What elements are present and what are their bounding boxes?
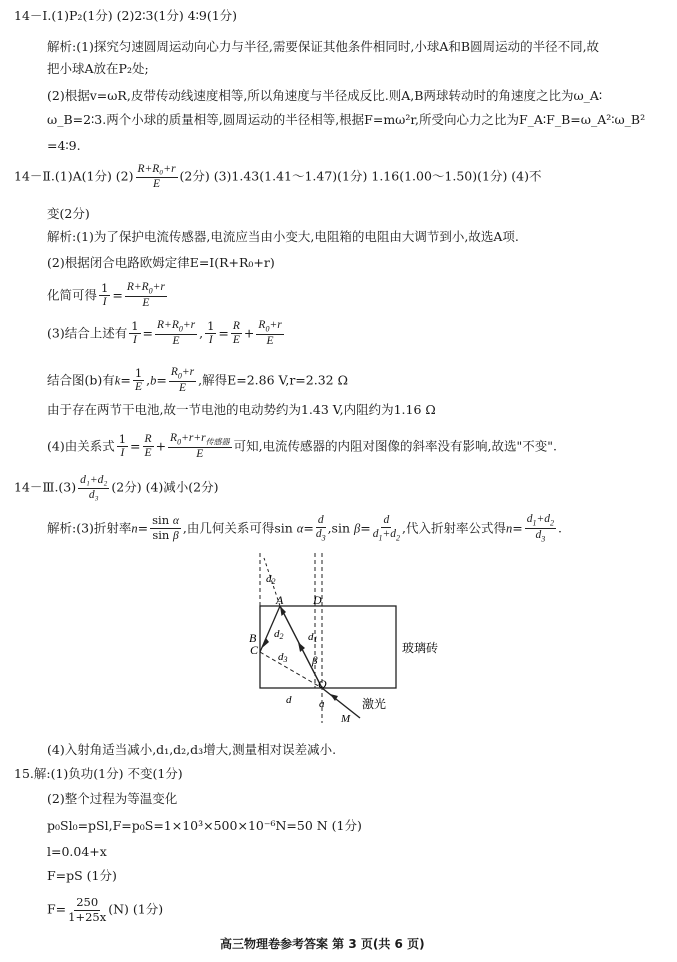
q15-line3: p₀Sl₀=pSl,F=p₀S=1×10³×500×10⁻⁶N=50 N (1分) xyxy=(47,818,362,833)
q14-2-exp-line6: (4)由关系式 $\frac{1}{I}$ = $\frac{R}{E}$ + $R_0+r+r_{传感器}$ E 可知,电流传感器的内阻对图像的斜率没有影响,故选"不变". xyxy=(47,431,557,461)
q14-2-exp-line1: 解析:(1)为了保护电流传感器,电流应当由小变大,电阻箱的电阻由大调节到小,故选A项. xyxy=(47,229,519,244)
fig-label-beta: β xyxy=(312,655,318,667)
q14-2-relation-label: (4)由关系式 xyxy=(47,438,115,454)
fig-label-c: C xyxy=(250,643,259,657)
q15-line5: F=pS (1分) xyxy=(47,868,117,883)
frac-1-over-i: $\frac{1}{I}$ xyxy=(101,280,109,309)
q14-1-exp-line3: (2)根据v=ωR,皮带传动线速度相等,所以角速度与半径成反比.则A,B两球转动时的角速度之比为ω_A∶ xyxy=(47,88,603,103)
ray-arrow-b xyxy=(262,638,269,648)
fig-label-d1: d1 xyxy=(308,631,318,644)
q14-2-combine-label: (3)结合上述有 xyxy=(47,325,128,341)
q14-1-exp-line4: ω_B=2∶3.两个小球的质量相等,圆周运动的半径相等,根据F=mω²r,所受向心力之比为F_A∶F_B=ω_A²∶ω_B² xyxy=(47,112,646,127)
q14-3-answer-a: 14－Ⅲ.(3) xyxy=(14,479,77,495)
q14-3-exp4: (4)入射角适当减小,d₁,d₂,d₃增大,测量相对误差减小. xyxy=(47,742,337,757)
q15-line4: l=0.04+x xyxy=(47,844,107,859)
refraction-diagram xyxy=(240,548,450,734)
q14-2-exp-line3: (3)结合上述有 $\frac{1}{I}$ = $\frac{R+R_0+r}{E}$ , $\frac{1}{I}$ = $\frac{R}{E}$ + $\frac{R_0+r}{E}$ xyxy=(47,318,282,348)
q14-3-ans-den: d₃ xyxy=(88,488,99,501)
page-footer: 高三物理卷参考答案 第 3 页(共 6 页) xyxy=(220,937,425,951)
frac-r-over-e: $\frac{R+R_0+r}{E}$ xyxy=(126,281,165,310)
q14-3-answer xyxy=(14,475,219,501)
q15-line1: 15.解:(1)负功(1分) 不变(1分) xyxy=(14,766,183,781)
fig-label-glass: 玻璃砖 xyxy=(402,641,439,655)
q14-2-exp-line5: 由于存在两节干电池,故一节电池的电动势约为1.43 V,内阻约为1.16 Ω xyxy=(47,402,436,417)
ray-arrow-mid xyxy=(298,642,305,652)
q14-2-simplify-line: 化简可得 $\frac{1}{I}$ = $\frac{R+R_0+r}{E}$ xyxy=(47,280,165,310)
q14-3-exp-c: ,代入折射率公式得 xyxy=(401,520,506,536)
q14-2-simplify-label: 化简可得 xyxy=(47,287,98,303)
q15-l6-tail: (N) (1分) xyxy=(108,901,164,917)
q14-3-exp-b: ,由几何关系可得 xyxy=(182,520,275,536)
q14-2-answer-a: 14－Ⅱ.(1)A(1分) (2) xyxy=(14,168,134,184)
fig-label-d2-top: d2 xyxy=(266,573,276,586)
glass-brick-figure xyxy=(240,548,450,734)
fig-label-alpha: a xyxy=(319,698,325,710)
q14-2-answer-c: 变(2分) xyxy=(47,206,90,221)
fig-label-d3: d3 xyxy=(278,651,288,664)
q14-2-graph-label: 结合图(b)有 xyxy=(47,372,115,388)
fig-label-laser: 激光 xyxy=(362,697,387,711)
fig-label-d: D xyxy=(313,593,322,607)
q15-l6-num: 250 xyxy=(76,895,99,909)
q15-line6 xyxy=(47,897,163,923)
q14-3-ans-num: d₁+d₂ xyxy=(78,475,109,489)
glass-brick-rect xyxy=(260,606,396,688)
q14-2-ans-den: E xyxy=(153,177,161,190)
q14-3-exp-a: 解析:(3)折射率 xyxy=(47,520,132,536)
fig-label-b: B xyxy=(249,631,257,645)
q14-1-answer-text: 14－Ⅰ.(1)P₂(1分) (2)2∶3(1分) 4∶9(1分) xyxy=(14,8,238,23)
q14-3-exp-line: 解析:(3)折射率n= $\frac{\text{sin α}}{\text{sin β}}$ ,由几何关系可得sin α= $\frac{d}{d_3}$ ,sin β= $\frac{d}{d_1+d_2}$ ,代入折射率公式得n= $\frac{d_1+d_2}{d_3}$ . xyxy=(47,512,562,544)
q14-2-relation-conclusion: 可知,电流传感器的内阻对图像的斜率没有影响,故选"不变". xyxy=(233,438,557,454)
q14-2-exp-line4: 结合图(b)有k= $\frac{1}{E}$ ,b= $\frac{R_0+r}{E}$ ,解得E=2.86 V,r=2.32 Ω xyxy=(47,365,348,395)
sensor-sub: 传感器 xyxy=(205,437,230,447)
q14-1-exp-line2: 把小球A放在P₂处; xyxy=(47,61,149,76)
fig-label-d2: d2 xyxy=(274,628,284,641)
q14-2-answer xyxy=(14,164,542,190)
q15-line2: (2)整个过程为等温变化 xyxy=(47,791,178,806)
q14-1-exp-line5: =4∶9. xyxy=(47,138,81,153)
fig-label-d-bottom: d xyxy=(286,694,292,706)
fig-label-o: O xyxy=(318,677,327,691)
q14-2-graph-result: ,解得E=2.86 V,r=2.32 Ω xyxy=(198,372,348,388)
q15-l6-lead: F= xyxy=(47,901,67,917)
fig-label-a: A xyxy=(276,593,284,607)
q14-1-exp-line1: 解析:(1)探究匀速圆周运动向心力与半径,需要保证其他条件相同时,小球A和B圆周运动的半径不同,故 xyxy=(47,39,600,54)
q14-2-answer-fraction xyxy=(136,164,178,190)
q14-2-answer-b: (2分) (3)1.43(1.41～1.47)(1分) 1.16(1.00～1.50)(1分) (4)不 xyxy=(179,168,542,184)
q14-2-exp-line2: (2)根据闭合电路欧姆定律E=I(R+R₀+r) xyxy=(47,255,275,270)
q15-l6-den: 1+25x xyxy=(68,909,107,924)
q14-1-answer xyxy=(14,10,237,23)
q14-3-answer-b: (2分) (4)减小(2分) xyxy=(111,479,219,495)
q14-2-ans-num: R+R₀+r xyxy=(136,164,178,178)
fig-label-m: M xyxy=(341,713,351,725)
